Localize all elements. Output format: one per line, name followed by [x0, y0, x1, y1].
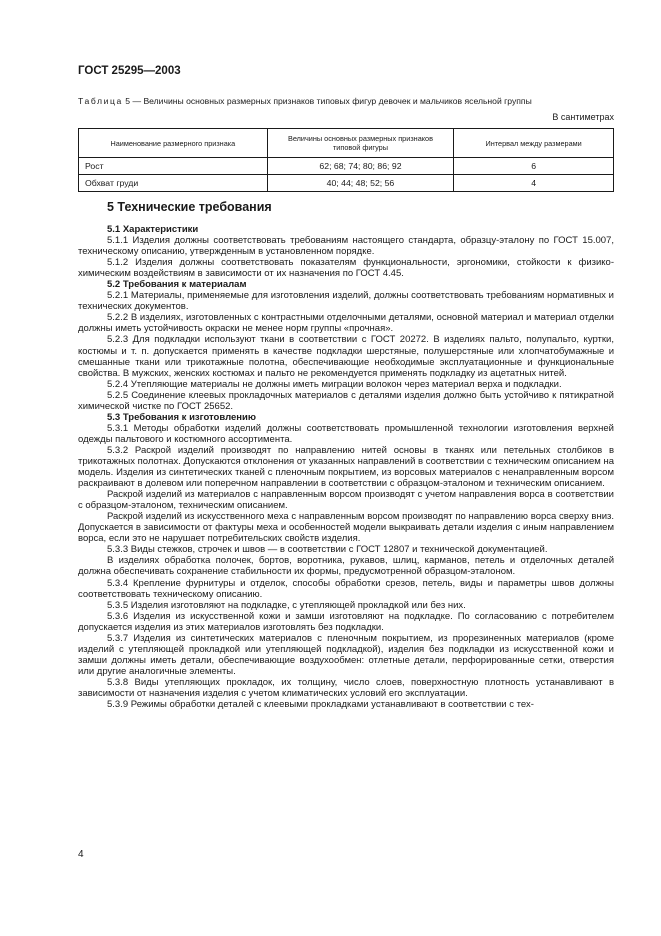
row-interval: 4	[454, 175, 614, 192]
document-header: ГОСТ 25295—2003	[78, 65, 181, 77]
paragraph: 5.3.9 Режимы обработки деталей с клеевыми прокладками устанавливают в соответствии с тех-	[107, 699, 534, 711]
paragraph: 5.2.4 Утепляющие материалы не должны иметь миграции волокон через материал верха и подкладки.	[107, 378, 562, 390]
subsection-heading: 5.1 Характеристики	[107, 224, 199, 235]
subsection-heading: 5.2 Требования к материалам	[107, 279, 247, 291]
table-row	[79, 158, 614, 175]
paragraph: 5.3.3 Виды стежков, строчек и швов — в соответствии с ГОСТ 12807 и технической документацией.	[107, 544, 548, 556]
column-header: Величины основных размерных признаков типовой фигуры	[267, 129, 454, 158]
subsection-heading: 5.3 Требования к изготовлению	[107, 411, 256, 423]
table-caption-label: Таблица	[78, 96, 123, 106]
column-header: Интервал между размерами	[454, 129, 614, 158]
column-header: Наименование размерного признака	[79, 129, 268, 158]
row-interval: 6	[454, 158, 614, 175]
row-name: Обхват груди	[79, 175, 268, 192]
body-text	[78, 224, 614, 710]
row-values: 62; 68; 74; 80; 86; 92	[267, 158, 454, 175]
paragraph: 5.2.3 Для подкладки используют ткани в соответствии с ГОСТ 20272. В изделиях пальто, полупальто, куртки, костюмы и т. п. допускается применять в качестве подкладки шерстяные, полушерстяные или хлопчатобумажные и смешанные ткани или трикотажные полотна, обеспечивающие необходимые эксплуатационные и функциональные свойства. В мужских, женских костюмах и пальто не рекомендуется применять подкладку из ацетатных нитей.	[78, 334, 614, 379]
row-name: Рост	[79, 158, 268, 175]
table-units: В сантиметрах	[552, 112, 614, 122]
size-table	[78, 128, 614, 192]
paragraph: 5.3.7 Изделия из синтетических материалов с пленочным покрытием, из прорезиненных материалов (кроме изделий с утепляющей прокладкой или утепляющей подкладкой), изделия без подкладки из искусственной кожи и замши должны иметь детали, обеспечивающие воздухообмен: отлетные детали, перфорированные сетки, отверстия или другие аналогичные элементы.	[78, 632, 614, 677]
paragraph: 5.1.2 Изделия должны соответствовать показателям функциональности, эргономики, стойкости к физико-химическим воздействиям в зависимости от их назначения по ГОСТ 4.45.	[78, 257, 614, 280]
paragraph: 5.3.1 Методы обработки изделий должны соответствовать промышленной технологии изготовления верхней одежды пальтового и костюмного ассортимента.	[78, 422, 614, 445]
paragraph: 5.3.2 Раскрой изделий производят по направлению нитей основы в тканях или петельных столбиков в трикотажных полотнах. Допускаются отклонения от указанных направлений в соответствии с техническим описанием на модель. Изделия из синтетических тканей с пленочным покрытием, из ворсовых материалов с ненаправленным ворсом раскраивают в долевом или поперечном направлении в соответствии с образцом-эталоном и техническим описанием.	[78, 444, 614, 490]
table-header-row	[79, 129, 614, 158]
table-caption	[78, 96, 618, 106]
paragraph: 5.2.1 Материалы, применяемые для изготовления изделий, должны соответствовать требованиям нормативных и технических документов.	[78, 290, 614, 313]
row-values: 40; 44; 48; 52; 56	[267, 175, 454, 192]
page-number: 4	[78, 849, 84, 860]
paragraph: 5.3.5 Изделия изготовляют на подкладке, с утепляющей прокладкой или без них.	[107, 599, 466, 611]
paragraph: 5.3.8 Виды утепляющих прокладок, их толщину, число слоев, поверхностную плотность устанавливают в зависимости от назначения изделия с учетом климатических условий его эксплуатации.	[78, 676, 614, 699]
paragraph: 5.2.5 Соединение клеевых прокладочных материалов с деталями изделия должно быть устойчиво к пятикратной химической чистке по ГОСТ 25652.	[78, 389, 614, 412]
paragraph: 5.3.4 Крепление фурнитуры и отделок, способы обработки срезов, петель, виды и параметры швов должны соответствовать техническому описанию.	[78, 577, 614, 600]
table-row	[79, 175, 614, 192]
paragraph: 5.2.2 В изделиях, изготовленных с контрастными отделочными деталями, основной материал и материал отделки должны иметь устойчивость окраски не менее норм группы «прочная».	[78, 312, 614, 335]
paragraph: 5.1.1 Изделия должны соответствовать требованиям настоящего стандарта, образцу-эталону по ГОСТ 15.007, техническому описанию, утвержденным в установленном порядке.	[78, 235, 614, 258]
paragraph: 5.3.6 Изделия из искусственной кожи и замши изготовляют на подкладке. По согласованию с потребителем допускается изделия из этих материалов изготовлять без подкладки.	[78, 610, 614, 633]
paragraph: В изделиях обработка полочек, бортов, воротника, рукавов, шлиц, карманов, петель и отделочных деталей должна обеспечивать сохранение стабильности их формы, предусмотренной образцом-эталоном.	[78, 555, 614, 578]
paragraph: Раскрой изделий из искусственного меха с направленным ворсом производят по направлению ворса сверху вниз. Допускается в зависимости от фактуры меха и особенностей модели выкраивать детали изделия с иным направлением ворса, если это не нарушает потребительских свойств изделия.	[78, 511, 614, 545]
table-caption-text: 5 — Величины основных размерных признаков типовых фигур девочек и мальчиков ясельной группы	[122, 96, 532, 106]
paragraph: Раскрой изделий из материалов с направленным ворсом производят с учетом направления ворса в соответствии с образцом-эталоном, техническим описанием.	[78, 489, 614, 512]
section-title: 5 Технические требования	[107, 200, 272, 214]
